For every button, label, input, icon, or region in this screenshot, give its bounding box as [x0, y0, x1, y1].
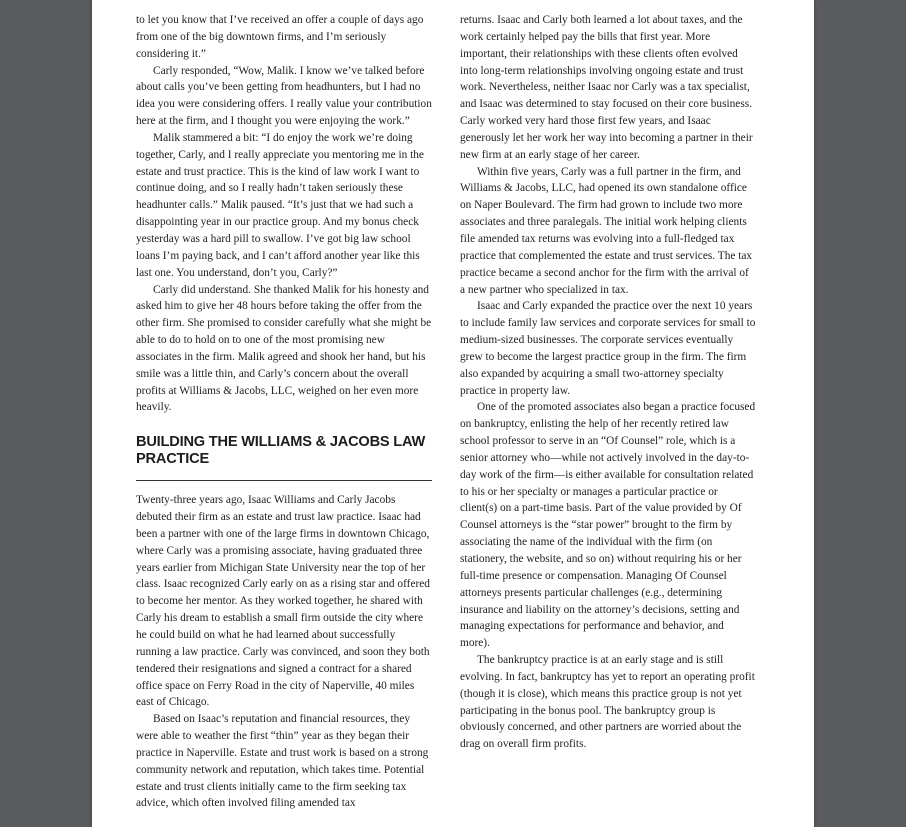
paragraph: Twenty-three years ago, Isaac Williams and Carly Jacobs debuted their firm as an estate and trust law practice. Isaac had been a partner with one of the large firms in downtown Chicago, where Carly was a promising associate, having graduated three years earlier from Michigan State University near the top of her class. Isaac recognized Carly early on as a rising star and offered to become her mentor. As they worked together, he shared with Carly his dream to establish a small firm outside the city where he could build on what he had learned about successfully running a law practice. Carly was convinced, and soon they both tendered their resignations and signed a contract for a shared office space on Ferry Road in the city of Naperville, 40 miles east of Chicago. — [136, 494, 430, 709]
paragraph: One of the promoted associates also began a practice focused on bankruptcy, enlisting the help of her recently retired law school professor to serve in an “Of Counsel” role, which is a senior attorney who—while not actively involved in the day-to-day work of the firm—is either available for consultation related to his or her specialty or manages a particular practice or client(s) on a part-time basis. Part of the value provided by Of Counsel attorneys is the “star power” brought to the firm by associating the name of the individual with the firm (on stationery, the website, and so on) without requiring his or her full-time presence or compensation. Managing Of Counsel attorneys presents particular challenges (e.g., determining insurance and liability on the attorney’s decisions, setting and managing expectations for performance and behavior, and more). — [460, 401, 756, 650]
left-column — [136, 12, 432, 812]
document-page — [92, 0, 814, 827]
paragraph: Based on Isaac’s reputation and financial resources, they were able to weather the first “thin” year as they began their practice in Naperville. Estate and trust work is based on a strong community network and reputation, which takes time. Potential estate and trust clients initially came to the firm seeking tax advice, which often involved filing amended tax — [136, 713, 429, 810]
section-heading: BUILDING THE WILLIAMS & JACOBS LAW PRACTICE — [136, 434, 432, 481]
paragraph: Isaac and Carly expanded the practice over the next 10 years to include family law services and corporate services for small to medium-sized businesses. The corporate services eventually grew to become the largest practice group in the firm. The firm also expanded by acquiring a small two-attorney specialty practice in property law. — [460, 300, 756, 397]
paragraph: Malik stammered a bit: “I do enjoy the work we’re doing together, Carly, and I really appreciate you mentoring me in the estate and trust practice. This is the kind of law work I want to continue doing, and so I really hadn’t taken seriously these headhunter calls.” Malik paused. “It’s just that we had such a disappointing year in our practice group. And my bonus check yesterday was a hard pill to swallow. I’ve got big law school loans I’m paying back, and I can’t afford another year like this last one. You understand, don’t you, Carly?” — [136, 131, 424, 279]
paragraph: The bankruptcy practice is at an early stage and is still evolving. In fact, bankruptcy has yet to report an operating profit (though it is close), which means this practice group is not yet participating in the bonus pool. The bankruptcy group is obviously concerned, and other partners are worried about the drag on overall firm profits. — [460, 654, 755, 751]
paragraph: to let you know that I’ve received an offer a couple of days ago from one of the big downtown firms, and I’m seriously considering it.” — [136, 14, 424, 60]
paragraph: Carly responded, “Wow, Malik. I know we’ve talked before about calls you’ve been getting from headhunters, but I had no idea you were considering offers. I really value your contribution here at the firm, and I thought you were enjoying the work.” — [136, 64, 432, 128]
paragraph: returns. Isaac and Carly both learned a lot about taxes, and the work certainly helped pay the bills that first year. More important, their relationships with these clients often evolved into long-term relationships involving ongoing estate and trust work. Nevertheless, neither Isaac nor Carly was a tax specialist, and Isaac was determined to stay focused on their core business. Carly worked very hard those first few years, and Isaac generously let her work her way into becoming a partner in their new firm at an early stage of her career. — [460, 14, 753, 161]
paragraph: Within five years, Carly was a full partner in the firm, and Williams & Jacobs, LLC, had opened its own standalone office on Naper Boulevard. The firm had grown to include two more associates and three paralegals. The initial work helping clients file amended tax returns was evolving into a full-fledged tax practice that complemented the estate and trust services. The tax practice became a second anchor for the firm with the arrival of a new partner who specialized in tax. — [460, 165, 753, 296]
paragraph: Carly did understand. She thanked Malik for his honesty and asked him to give her 48 hours before taking the offer from the other firm. She promised to consider carefully what she might be able to do to hold on to one of the most promising new associates in the firm. Malik agreed and shook her hand, but his smile was a little thin, and Carly’s concern about the overall profits at Williams & Jacobs, LLC, weighed on her even more heavily. — [136, 283, 432, 414]
right-column — [460, 12, 756, 753]
